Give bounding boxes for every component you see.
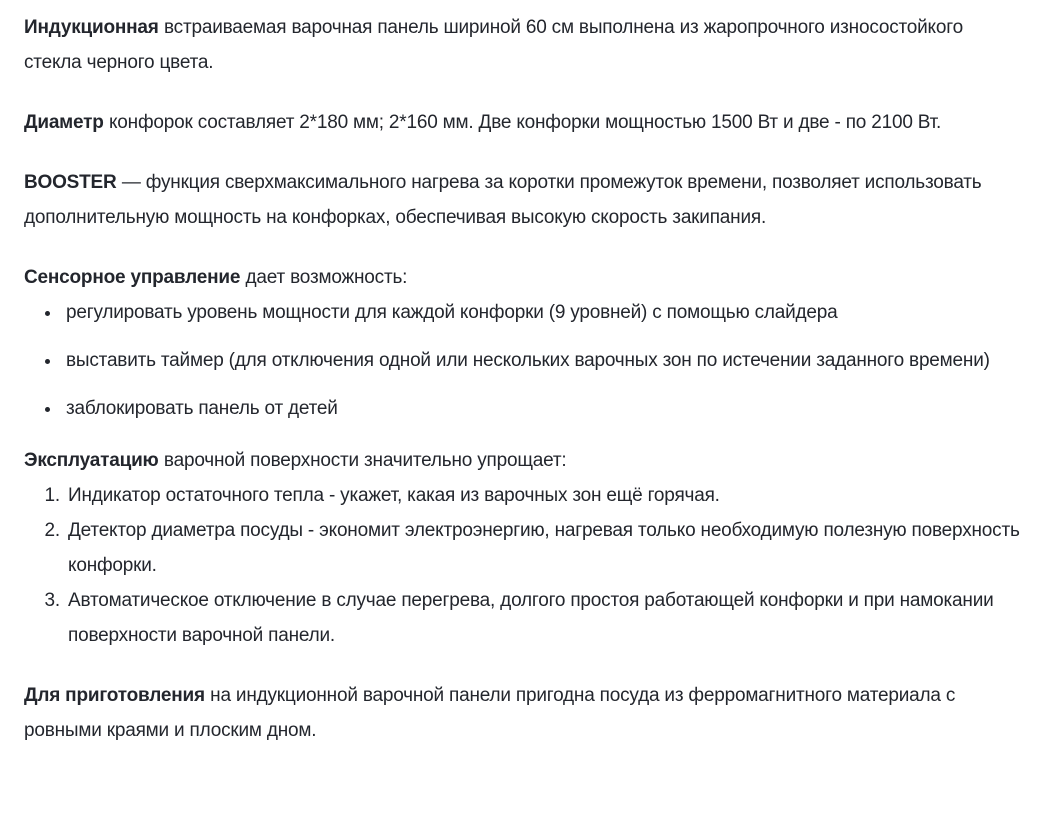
lead-word-diameter: Диаметр [24,112,104,133]
paragraph-operation [24,443,1023,478]
lead-word-touch-control: Сенсорное управление [24,267,241,288]
list-item: 3. Автоматическое отключение в случае перегрева, долгого простоя работающей конфорки и при намокании поверхности варочной панели. [65,583,1023,653]
lead-word-induction: Индукционная [24,17,159,38]
paragraph-diameter-text: конфорок составляет 2*180 мм; 2*160 мм. Две конфорки мощностью 1500 Вт и две - по 2100 Вт. [108,112,942,133]
paragraph-induction-text: встраиваемая варочная панель шириной 60 см выполнена из жаропрочного износостойкого стекла черного цвета. [24,17,963,73]
paragraph-cooking [24,678,1023,748]
lead-word-booster: BOOSTER [24,172,117,193]
paragraph-touch-control-text: дает возможность: [245,267,408,288]
list-item: • выставить таймер (для отключения одной или нескольких варочных зон по истечении заданного времени) [62,343,1016,378]
paragraph-diameter [24,105,1023,140]
list-item: • заблокировать панель от детей [62,391,1016,426]
touch-control-list [24,295,1023,426]
lead-word-cooking: Для приготовления [24,685,205,706]
paragraph-booster-text: — функция сверхмаксимального нагрева за коротки промежуток времени, позволяет использовать дополнительную мощность на конфорках, обеспечивая высокую скорость закипания. [24,172,982,228]
list-item: 2. Детектор диаметра посуды - экономит электроэнергию, нагревая только необходимую полезную поверхность конфорки. [65,513,1023,583]
list-item: 1. Индикатор остаточного тепла - укажет, какая из варочных зон ещё горячая. [65,478,1023,513]
lead-word-operation: Эксплуатацию [24,450,159,471]
operation-list [24,478,1023,653]
paragraph-booster [24,165,1023,235]
paragraph-cooking-text: на индукционной варочной панели пригодна посуда из ферромагнитного материала с ровными краями и плоским дном. [24,685,956,741]
paragraph-touch-control [24,260,1023,295]
paragraph-induction [24,10,1023,80]
paragraph-operation-text: варочной поверхности значительно упрощает: [163,450,567,471]
list-item: • регулировать уровень мощности для каждой конфорки (9 уровней) с помощью слайдера [62,295,1016,330]
